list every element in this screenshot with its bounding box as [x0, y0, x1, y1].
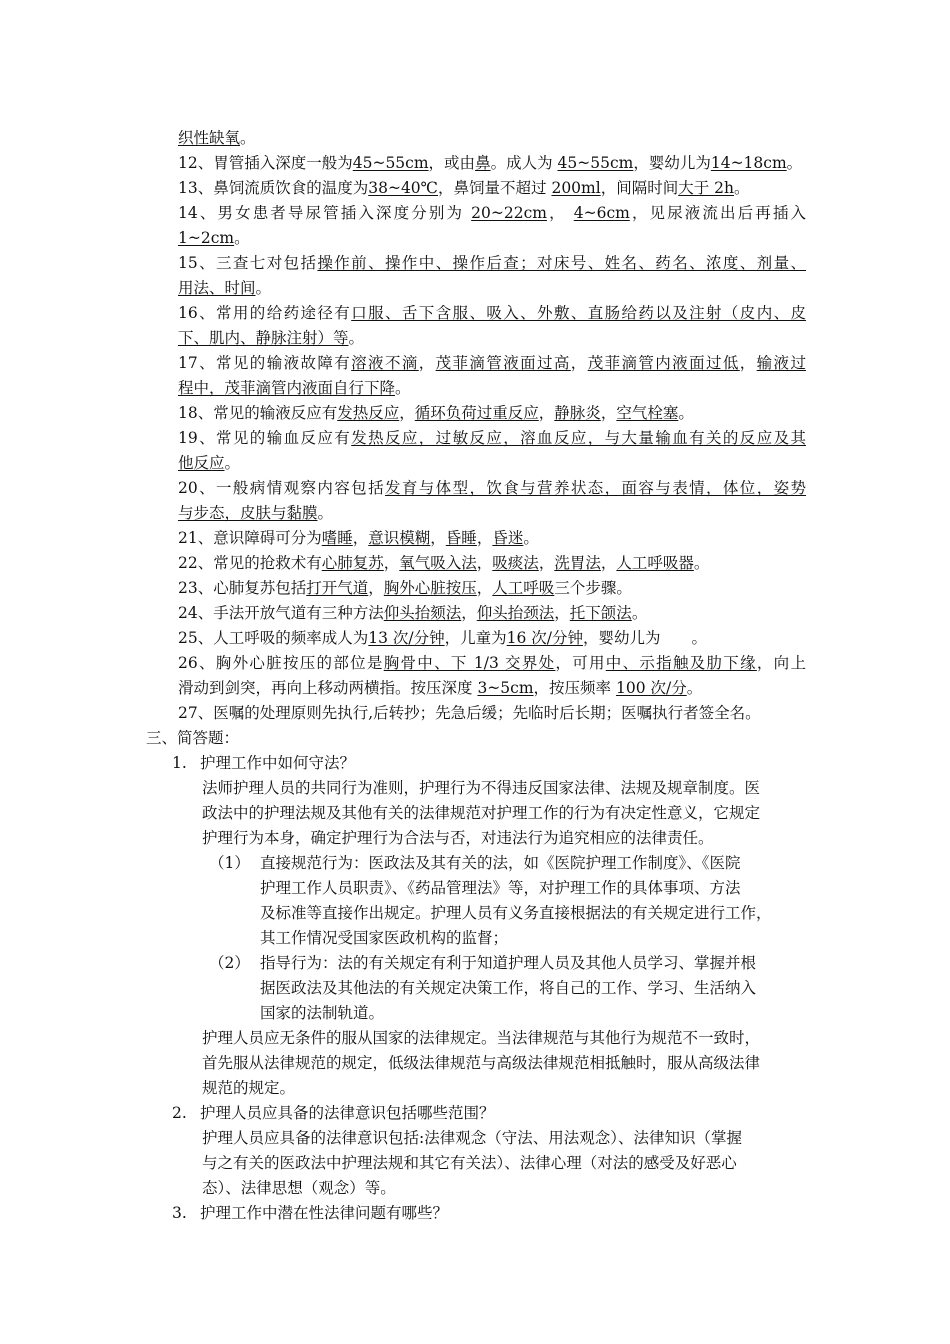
- underlined-answer: 吸痰法: [492, 554, 539, 572]
- underlined-answer: 茂菲滴管内液面过低: [587, 354, 740, 372]
- text-line: [178, 701, 761, 725]
- text-line: [178, 351, 806, 375]
- underlined-answer: 织性缺氧: [178, 129, 241, 147]
- text-line: [178, 176, 750, 200]
- text-line: [178, 376, 411, 400]
- underlined-answer: 38~40℃: [368, 179, 439, 197]
- list-item-text: 指导行为：法的有关规定有利于知道护理人员及其他人员学习、掌握并根: [260, 954, 757, 972]
- underlined-answer: 洗胃法: [554, 554, 601, 572]
- underlined-answer: 循环负荷过重反应: [414, 404, 539, 422]
- text-line: [178, 326, 364, 350]
- underlined-answer: 打开气道: [306, 579, 369, 597]
- line-text: ，: [461, 604, 477, 622]
- underlined-answer: 14~18cm: [710, 154, 787, 172]
- underlined-answer: 16 次/分钟: [506, 629, 583, 647]
- underlined-answer: 3~5cm: [477, 679, 534, 697]
- line-text: ，儿童为: [444, 629, 507, 647]
- answer-paragraph: 与之有关的医政法中护理法规和其它有关法）、法律心理（对法的感受及好恶心: [202, 1154, 737, 1172]
- list-item-text: 其工作情况受国家医政机构的监督；: [260, 929, 509, 947]
- underlined-answer: 口服、舌下含服、吸入、外敷、直肠给药以及注射（皮内、皮: [351, 304, 806, 322]
- text-line: [178, 651, 806, 675]
- underlined-answer: 心肺复苏: [321, 554, 384, 572]
- line-text: 27、医嘱的处理原则先执行,后转抄；先急后缓；先临时后长期；医嘱执行者签全名。: [178, 704, 761, 722]
- line-text: 。: [678, 404, 694, 422]
- underlined-answer: 他反应: [178, 454, 225, 472]
- line-text: ，: [554, 604, 570, 622]
- line-text: 。: [523, 529, 539, 547]
- underlined-answer: 与步态，皮肤与黏膜: [178, 504, 318, 522]
- answer-paragraph: 政法中的护理法规及其他有关的法律规范对护理工作的行为有决定性意义，它规定: [202, 804, 761, 822]
- line-text: ，: [546, 204, 574, 222]
- line-text: ，鼻饲量不超过: [438, 179, 552, 197]
- underlined-answer: 溶液不滴: [351, 354, 419, 372]
- underlined-answer: 仰头抬颏法: [383, 604, 462, 622]
- text-line: [178, 401, 694, 425]
- underlined-answer: 鼻: [475, 154, 491, 172]
- list-item-text: 国家的法制轨道。: [260, 1004, 385, 1022]
- line-text: 25、人工呼吸的频率成人为: [178, 629, 369, 647]
- underlined-answer: 嗜睡: [321, 529, 353, 547]
- line-text: 18、常见的输液反应有: [178, 404, 338, 422]
- line-text: 。: [786, 154, 803, 172]
- line-text: 24、手法开放气道有三种方法: [178, 604, 384, 622]
- underlined-answer: 中、示指触及肋下缘: [605, 654, 757, 672]
- text-line: [178, 451, 240, 475]
- underlined-answer: 大于 2h: [678, 179, 734, 197]
- answer-paragraph: 态）、法律思想（观念）等。: [202, 1179, 396, 1197]
- line-text: 。: [631, 604, 648, 622]
- text-line: [178, 626, 707, 650]
- line-text: ，见尿液流出后再插入: [629, 204, 806, 222]
- line-text: ，可用: [555, 654, 606, 672]
- line-text: 17、常见的输液故障有: [178, 354, 352, 372]
- line-text: 。: [317, 504, 334, 522]
- line-text: 三个步骤。: [554, 579, 632, 597]
- text-line: [178, 676, 702, 700]
- underlined-answer: 托下颌法: [569, 604, 632, 622]
- line-text: ，: [418, 354, 436, 372]
- question-number: 1.: [172, 754, 187, 772]
- line-text: ，婴幼儿为 。: [583, 629, 708, 647]
- underlined-answer: 人工呼吸: [492, 579, 555, 597]
- underlined-answer: 静脉炎: [554, 404, 601, 422]
- line-text: 12、胃管插入深度一般为: [178, 154, 353, 172]
- underlined-answer: 氧气吸入法: [399, 554, 477, 572]
- line-text: ，: [476, 579, 493, 597]
- text-line: [178, 576, 632, 600]
- underlined-answer: 胸骨中、下 1/3 交界处: [383, 654, 556, 672]
- underlined-answer: 下、肌内、静脉注射）等: [178, 329, 349, 347]
- underlined-answer: 输液过: [756, 354, 806, 372]
- text-line: [178, 551, 709, 575]
- line-text: 19、常见的输血反应有: [178, 429, 352, 447]
- line-text: 。: [348, 329, 365, 347]
- text-line: [178, 226, 250, 250]
- line-text: 。: [234, 229, 250, 247]
- underlined-answer: 空气栓塞: [616, 404, 679, 422]
- underlined-answer: 人工呼吸器: [616, 554, 694, 572]
- line-text: 20、一般病情观察内容包括: [178, 479, 385, 497]
- line-text: ，: [538, 404, 555, 422]
- text-line: [178, 276, 271, 300]
- list-item-text: 据医政法及其他法的有关规定决策工作，将自己的工作、学习、生活纳入: [260, 979, 757, 997]
- line-text: 23、心肺复苏包括: [178, 579, 307, 597]
- underlined-answer: 45~55cm: [557, 154, 634, 172]
- line-text: 。: [693, 554, 710, 572]
- line-text: 。: [686, 679, 703, 697]
- line-text: 16、常用的给药途径有: [178, 304, 352, 322]
- line-text: ，向上: [756, 654, 806, 672]
- text-line: [178, 251, 806, 275]
- underlined-answer: 茂菲滴管液面过高: [435, 354, 571, 372]
- question-number: 3.: [172, 1204, 187, 1222]
- list-item-text: 及标准等直接作出规定。护理人员有义务直接根据法的有关规定进行工作，: [260, 904, 772, 922]
- line-text: 。: [224, 454, 241, 472]
- line-text: ，: [352, 529, 369, 547]
- line-text: 15、三查七对包括: [178, 254, 318, 272]
- line-text: 。: [255, 279, 272, 297]
- line-text: 。: [240, 129, 256, 147]
- underlined-answer: 13 次/分钟: [368, 629, 445, 647]
- text-line: [178, 151, 802, 175]
- underlined-answer: 发热反应: [337, 404, 400, 422]
- answer-paragraph: 护理行为本身，确定护理行为合法与否，对违法行为追究相应的法律责任。: [202, 829, 714, 847]
- section-heading: 三、简答题：: [146, 729, 240, 747]
- underlined-answer: 45~55cm: [352, 154, 429, 172]
- answer-paragraph: 护理人员应具备的法律意识包括:法律观念（守法、用法观念）、法律知识（掌握: [202, 1129, 742, 1147]
- line-text: 滑动到剑突，再向上移动两横指。按压深度: [178, 679, 478, 697]
- line-text: ，: [600, 554, 617, 572]
- line-text: ，: [739, 354, 757, 372]
- text-line: [178, 476, 806, 500]
- line-text: ，按压频率: [533, 679, 616, 697]
- line-text: 22、常见的抢救术有: [178, 554, 322, 572]
- underlined-answer: 意识模糊: [368, 529, 431, 547]
- line-text: 14、男女患者导尿管插入深度分别为: [178, 204, 472, 222]
- underlined-answer: 昏睡: [445, 529, 477, 547]
- question-number: 2.: [172, 1104, 187, 1122]
- underlined-answer: 4~6cm: [573, 204, 630, 222]
- underlined-answer: 仰头抬颈法: [476, 604, 555, 622]
- question-text: 护理人员应具备的法律意识包括哪些范围？: [200, 1104, 495, 1122]
- line-text: 26、胸外心脏按压的部位是: [178, 654, 384, 672]
- answer-paragraph: 首先服从法律规范的规定，低级法律规范与高级法律规范相抵触时，服从高级法律: [202, 1054, 761, 1072]
- text-line: [178, 526, 539, 550]
- line-text: ，: [538, 554, 555, 572]
- text-line: [178, 426, 806, 450]
- underlined-answer: 发热反应，过敏反应，溶血反应，与大量输血有关的反应及其: [351, 429, 806, 447]
- underlined-answer: 200ml: [551, 179, 601, 197]
- underlined-answer: 昏迷: [492, 529, 524, 547]
- underlined-answer: 发育与体型，饮食与营养状态，面容与表情，体位，姿势: [384, 479, 806, 497]
- line-text: ，: [399, 404, 415, 422]
- line-text: ，: [430, 529, 446, 547]
- answer-paragraph: 护理人员应无条件的服从国家的法律规定。当法律规范与其他行为规范不一致时，: [202, 1029, 761, 1047]
- line-text: 13、鼻饲流质饮食的温度为: [178, 179, 369, 197]
- underlined-answer: 用法、时间: [178, 279, 256, 297]
- text-line: [178, 601, 647, 625]
- line-text: ，: [600, 404, 617, 422]
- list-item-text: 直接规范行为：医政法及其有关的法，如《医院护理工作制度》、《医院: [260, 854, 741, 872]
- underlined-answer: 操作前、操作中、操作后查；对床号、姓名、药名、浓度、剂量、: [317, 254, 806, 272]
- line-text: 。成人为: [490, 154, 558, 172]
- line-text: 21、意识障碍可分为: [178, 529, 322, 547]
- line-text: ，婴幼儿为: [633, 154, 711, 172]
- line-text: 。: [734, 179, 750, 197]
- text-line: [178, 201, 806, 225]
- answer-paragraph: 规范的规定。: [202, 1079, 296, 1097]
- line-text: ，: [368, 579, 384, 597]
- line-text: ，: [383, 554, 400, 572]
- underlined-answer: 程中，茂菲滴管内液面自行下降: [178, 379, 396, 397]
- list-item-text: 护理工作人员职责》、《药品管理法》等，对护理工作的具体事项、方法: [260, 879, 741, 897]
- underlined-answer: 胸外心脏按压: [383, 579, 477, 597]
- underlined-answer: 1~2cm: [178, 229, 235, 247]
- line-text: 。: [395, 379, 411, 397]
- line-text: ，: [570, 354, 588, 372]
- underlined-answer: 20~22cm: [471, 204, 547, 222]
- line-text: ，: [476, 529, 493, 547]
- text-line: [178, 126, 256, 150]
- question-text: 护理工作中潜在性法律问题有哪些？: [200, 1204, 449, 1222]
- underlined-answer: 100 次/分: [615, 679, 687, 697]
- answer-paragraph: 法师护理人员的共同行为准则，护理行为不得违反国家法律、法规及规章制度。医: [202, 779, 761, 797]
- text-line: [178, 501, 333, 525]
- line-text: ，或由: [428, 154, 476, 172]
- list-number: （2）: [209, 954, 250, 972]
- line-text: ，: [476, 554, 493, 572]
- list-number: （1）: [209, 854, 250, 872]
- question-text: 护理工作中如何守法？: [200, 754, 356, 772]
- text-line: [178, 301, 806, 325]
- line-text: ，间隔时间: [600, 179, 679, 197]
